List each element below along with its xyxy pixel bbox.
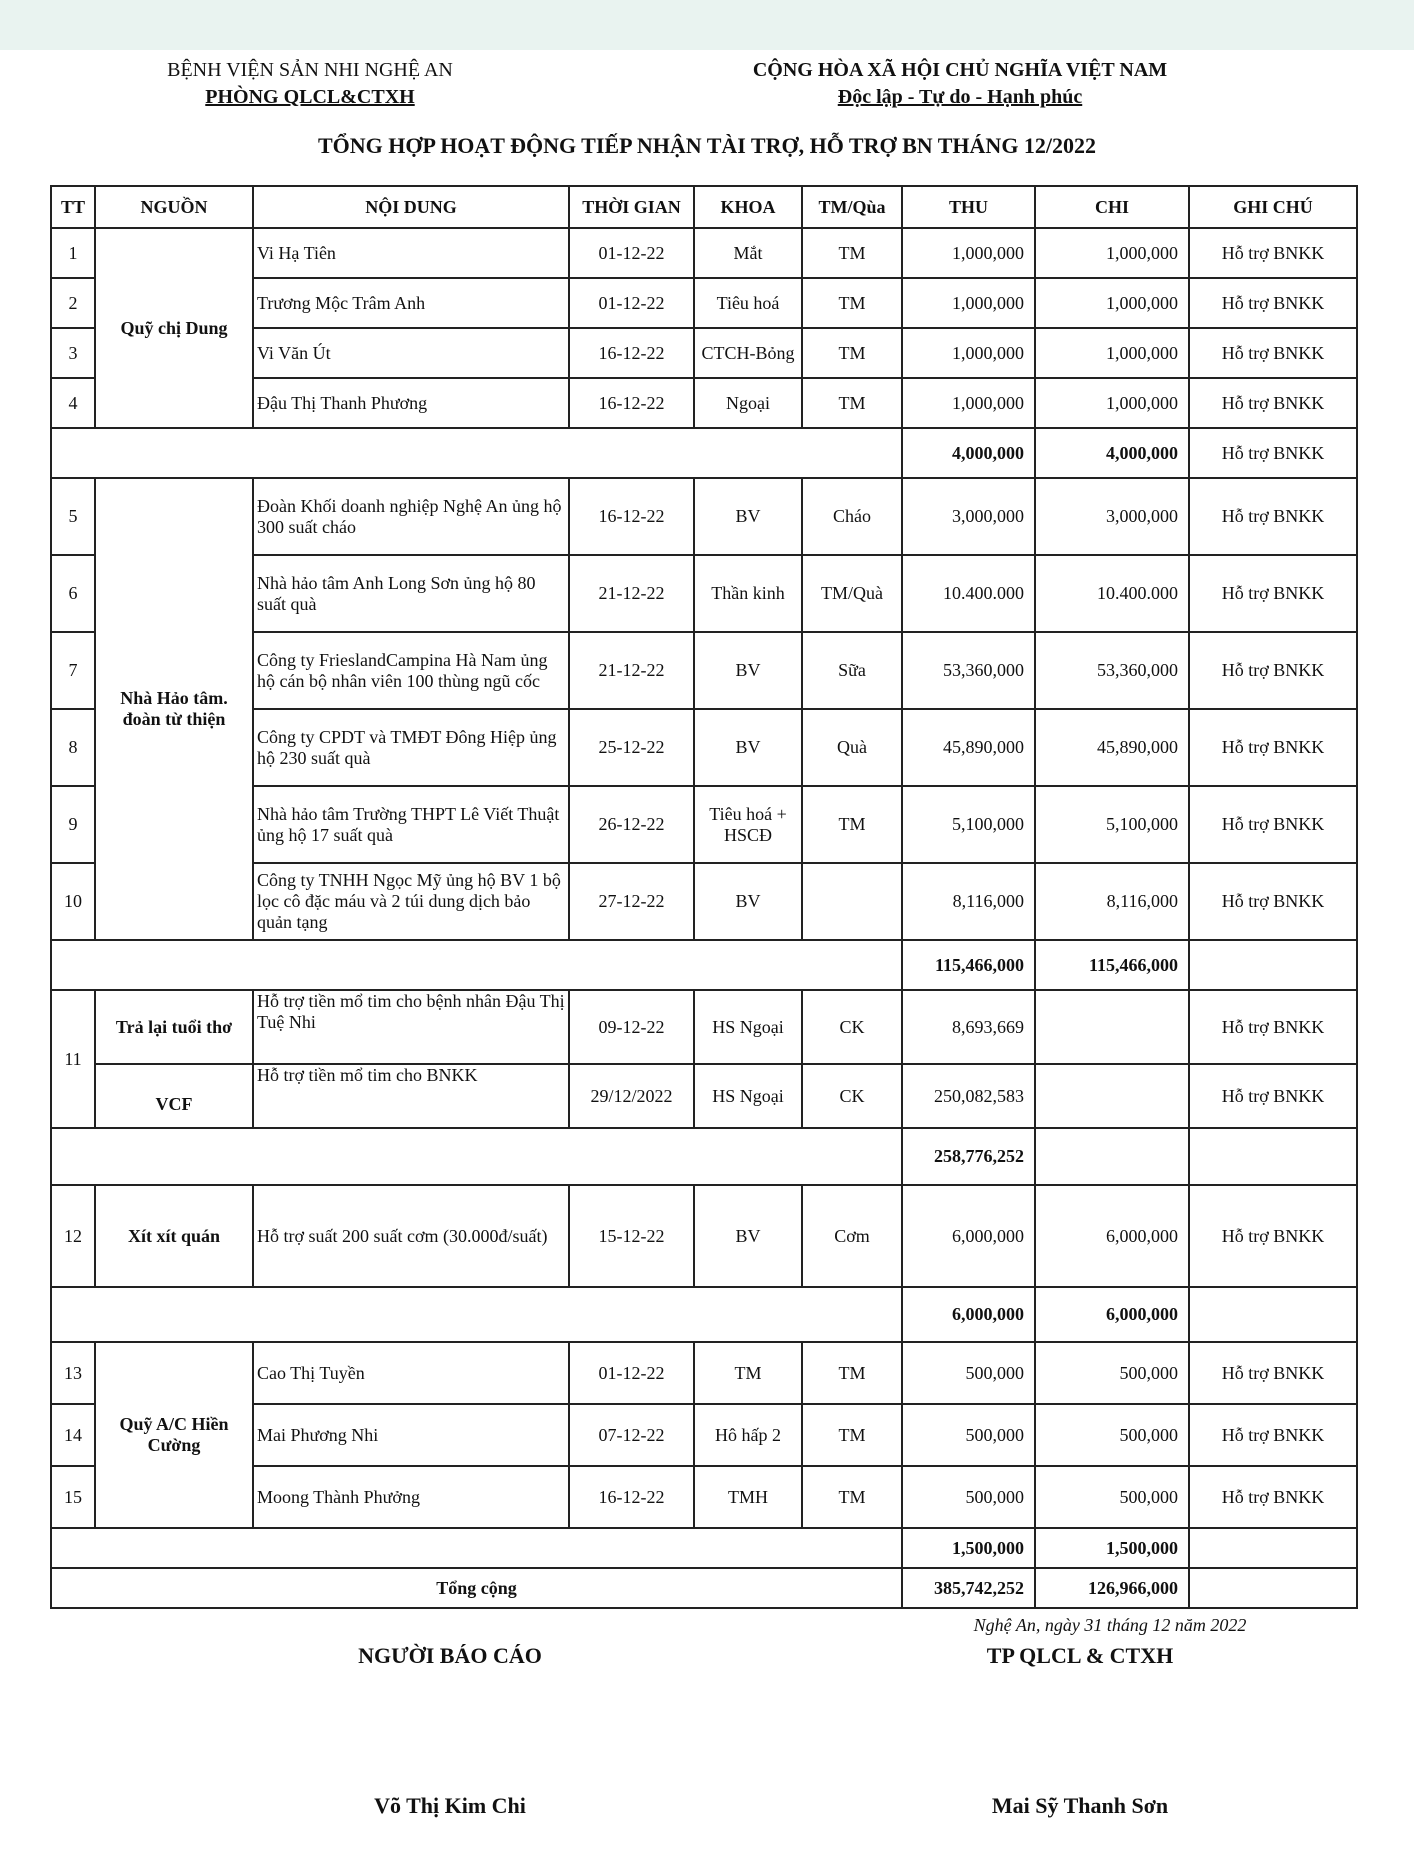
subtotal-thu: 6,000,000 (902, 1287, 1035, 1342)
cell-source: Xít xít quán (95, 1185, 253, 1287)
cell-tt: 7 (51, 632, 95, 709)
nation-name: CỘNG HÒA XÃ HỘI CHỦ NGHĨA VIỆT NAM (752, 59, 1168, 81)
cell-thu: 500,000 (902, 1404, 1035, 1466)
total-thu: 385,742,252 (902, 1568, 1035, 1608)
cell-time: 16-12-22 (569, 328, 694, 378)
cell-type: TM (802, 228, 902, 278)
cell-dept: BV (694, 1185, 802, 1287)
cell-tt: 15 (51, 1466, 95, 1528)
cell-dept: Hô hấp 2 (694, 1404, 802, 1466)
col-header-thu: THU (902, 186, 1035, 228)
subtotal-chi (1035, 1128, 1189, 1185)
cell-note: Hỗ trợ BNKK (1189, 632, 1357, 709)
cell-thu: 45,890,000 (902, 709, 1035, 786)
cell-type: Cháo (802, 478, 902, 555)
subtotal-chi: 6,000,000 (1035, 1287, 1189, 1342)
table-row (51, 1185, 1357, 1287)
cell-type: Cơm (802, 1185, 902, 1287)
col-header-tt: TT (51, 186, 95, 228)
cell-thu: 6,000,000 (902, 1185, 1035, 1287)
national-header (730, 57, 1190, 111)
cell-dept: Thần kinh (694, 555, 802, 632)
cell-tt: 11 (51, 990, 95, 1128)
cell-dept: TM (694, 1342, 802, 1404)
cell-dept: Ngoại (694, 378, 802, 428)
cell-dept: Mắt (694, 228, 802, 278)
cell-time: 21-12-22 (569, 632, 694, 709)
reporter-title: NGƯỜI BÁO CÁO (358, 1643, 542, 1668)
total-chi: 126,966,000 (1035, 1568, 1189, 1608)
cell-note: Hỗ trợ BNKK (1189, 1466, 1357, 1528)
cell-tt: 8 (51, 709, 95, 786)
cell-time: 01-12-22 (569, 1342, 694, 1404)
cell-content: Nhà hảo tâm Anh Long Sơn ủng hộ 80 suất quà (253, 555, 569, 632)
col-header-chi: CHI (1035, 186, 1189, 228)
cell-type: Quà (802, 709, 902, 786)
cell-thu: 10.400.000 (902, 555, 1035, 632)
subtotal-row (51, 1287, 1357, 1342)
cell-dept: TMH (694, 1466, 802, 1528)
cell-tt: 6 (51, 555, 95, 632)
cell-dept: BV (694, 709, 802, 786)
head-title: TP QLCL & CTXH (986, 1643, 1174, 1668)
cell-time: 25-12-22 (569, 709, 694, 786)
cell-type: CK (802, 990, 902, 1064)
cell-content: Vi Văn Út (253, 328, 569, 378)
col-header-note: GHI CHÚ (1189, 186, 1357, 228)
cell-content: Công ty FrieslandCampina Hà Nam ủng hộ cán bộ nhân viên 100 thùng ngũ cốc (253, 632, 569, 709)
department-name: PHÒNG QLCL&CTXH (205, 86, 415, 108)
cell-source: Quỹ A/C Hiền Cường (95, 1342, 253, 1528)
donation-table (50, 185, 1358, 1609)
cell-tt: 14 (51, 1404, 95, 1466)
cell-time: 15-12-22 (569, 1185, 694, 1287)
cell-note: Hỗ trợ BNKK (1189, 1404, 1357, 1466)
cell-content: Đậu Thị Thanh Phương (253, 378, 569, 428)
cell-content: Hỗ trợ tiền mổ tim cho bệnh nhân Đậu Thị Tuệ Nhi (253, 990, 569, 1064)
cell-thu: 500,000 (902, 1342, 1035, 1404)
cell-time: 16-12-22 (569, 1466, 694, 1528)
subtotal-spacer (51, 1287, 902, 1342)
cell-note: Hỗ trợ BNKK (1189, 863, 1357, 940)
cell-chi: 45,890,000 (1035, 709, 1189, 786)
cell-tt: 10 (51, 863, 95, 940)
cell-content: Mai Phương Nhi (253, 1404, 569, 1466)
cell-content: Nhà hảo tâm Trường THPT Lê Viết Thuật ủng hộ 17 suất quà (253, 786, 569, 863)
table-row (51, 228, 1357, 278)
head-name: Mai Sỹ Thanh Sơn (991, 1793, 1169, 1818)
cell-type: TM (802, 1342, 902, 1404)
cell-chi (1035, 990, 1189, 1064)
subtotal-chi: 4,000,000 (1035, 428, 1189, 478)
cell-type: TM (802, 378, 902, 428)
cell-thu: 5,100,000 (902, 786, 1035, 863)
cell-content: Đoàn Khối doanh nghiệp Nghệ An ủng hộ 300 suất cháo (253, 478, 569, 555)
cell-note: Hỗ trợ BNKK (1189, 709, 1357, 786)
cell-source: Trả lại tuổi thơ (95, 990, 253, 1064)
cell-source: VCF (95, 1064, 253, 1128)
cell-content: Vi Hạ Tiên (253, 228, 569, 278)
cell-note: Hỗ trợ BNKK (1189, 786, 1357, 863)
cell-tt: 4 (51, 378, 95, 428)
report-title: TỔNG HỢP HOẠT ĐỘNG TIẾP NHẬN TÀI TRỢ, HỖ TRỢ BN THÁNG 12/2022 (317, 133, 1097, 158)
col-header-dept: KHOA (694, 186, 802, 228)
cell-thu: 53,360,000 (902, 632, 1035, 709)
cell-time: 26-12-22 (569, 786, 694, 863)
cell-source: Quỹ chị Dung (95, 228, 253, 428)
cell-note: Hỗ trợ BNKK (1189, 278, 1357, 328)
col-header-time: THỜI GIAN (569, 186, 694, 228)
cell-chi: 53,360,000 (1035, 632, 1189, 709)
cell-tt: 2 (51, 278, 95, 328)
table-row (51, 990, 1357, 1064)
cell-chi: 8,116,000 (1035, 863, 1189, 940)
reporter-name: Võ Thị Kim Chi (374, 1793, 526, 1818)
subtotal-spacer (51, 428, 902, 478)
subtotal-note (1189, 1528, 1357, 1568)
cell-thu: 1,000,000 (902, 278, 1035, 328)
cell-type: CK (802, 1064, 902, 1128)
place-date: Nghệ An, ngày 31 tháng 12 năm 2022 (973, 1615, 1247, 1635)
cell-chi: 6,000,000 (1035, 1185, 1189, 1287)
cell-note: Hỗ trợ BNKK (1189, 1185, 1357, 1287)
cell-note: Hỗ trợ BNKK (1189, 990, 1357, 1064)
cell-type (802, 863, 902, 940)
subtotal-spacer (51, 1528, 902, 1568)
cell-content: Trương Mộc Trâm Anh (253, 278, 569, 328)
cell-type: TM/Quà (802, 555, 902, 632)
cell-chi: 500,000 (1035, 1342, 1189, 1404)
cell-chi: 1,000,000 (1035, 278, 1189, 328)
organization-header (130, 57, 490, 111)
cell-note: Hỗ trợ BNKK (1189, 555, 1357, 632)
cell-chi: 1,000,000 (1035, 378, 1189, 428)
cell-note: Hỗ trợ BNKK (1189, 1342, 1357, 1404)
subtotal-thu: 1,500,000 (902, 1528, 1035, 1568)
cell-type: TM (802, 328, 902, 378)
cell-dept: Tiêu hoá + HSCĐ (694, 786, 802, 863)
cell-dept: BV (694, 632, 802, 709)
cell-time: 21-12-22 (569, 555, 694, 632)
table-row (51, 1342, 1357, 1404)
cell-type: TM (802, 278, 902, 328)
cell-time: 16-12-22 (569, 378, 694, 428)
cell-thu: 1,000,000 (902, 228, 1035, 278)
table-row (51, 1064, 1357, 1128)
cell-type: TM (802, 1404, 902, 1466)
motto: Độc lập - Tự do - Hạnh phúc (837, 86, 1083, 108)
cell-dept: HS Ngoại (694, 990, 802, 1064)
cell-tt: 5 (51, 478, 95, 555)
cell-chi: 3,000,000 (1035, 478, 1189, 555)
subtotal-thu: 115,466,000 (902, 940, 1035, 990)
cell-note: Hỗ trợ BNKK (1189, 378, 1357, 428)
cell-content: Công ty TNHH Ngọc Mỹ ủng hộ BV 1 bộ lọc cô đặc máu và 2 túi dung dịch bảo quản tạng (253, 863, 569, 940)
col-header-content: NỘI DUNG (253, 186, 569, 228)
cell-note: Hỗ trợ BNKK (1189, 328, 1357, 378)
cell-thu: 1,000,000 (902, 378, 1035, 428)
cell-chi: 10.400.000 (1035, 555, 1189, 632)
cell-source: Nhà Hảo tâm. đoàn từ thiện (95, 478, 253, 940)
subtotal-chi: 1,500,000 (1035, 1528, 1189, 1568)
subtotal-row (51, 1528, 1357, 1568)
cell-type: Sữa (802, 632, 902, 709)
cell-note: Hỗ trợ BNKK (1189, 478, 1357, 555)
total-row (51, 1568, 1357, 1608)
cell-chi: 500,000 (1035, 1466, 1189, 1528)
cell-tt: 12 (51, 1185, 95, 1287)
cell-time: 01-12-22 (569, 228, 694, 278)
cell-dept: CTCH-Bỏng (694, 328, 802, 378)
cell-tt: 1 (51, 228, 95, 278)
cell-thu: 8,116,000 (902, 863, 1035, 940)
cell-content: Công ty CPDT và TMĐT Đông Hiệp ủng hộ 230 suất quà (253, 709, 569, 786)
subtotal-note (1189, 1128, 1357, 1185)
subtotal-note: Hỗ trợ BNKK (1189, 428, 1357, 478)
cell-content: Moong Thành Phưởng (253, 1466, 569, 1528)
cell-thu: 8,693,669 (902, 990, 1035, 1064)
cell-tt: 3 (51, 328, 95, 378)
cell-content: Hỗ trợ suất 200 suất cơm (30.000đ/suất) (253, 1185, 569, 1287)
subtotal-spacer (51, 1128, 902, 1185)
subtotal-row (51, 1128, 1357, 1185)
cell-tt: 13 (51, 1342, 95, 1404)
cell-thu: 3,000,000 (902, 478, 1035, 555)
subtotal-thu: 258,776,252 (902, 1128, 1035, 1185)
cell-time: 16-12-22 (569, 478, 694, 555)
col-header-source: NGUỒN (95, 186, 253, 228)
cell-content: Cao Thị Tuyền (253, 1342, 569, 1404)
cell-thu: 250,082,583 (902, 1064, 1035, 1128)
subtotal-note (1189, 940, 1357, 990)
subtotal-row (51, 940, 1357, 990)
subtotal-spacer (51, 940, 902, 990)
cell-time: 29/12/2022 (569, 1064, 694, 1128)
cell-chi: 5,100,000 (1035, 786, 1189, 863)
subtotal-row (51, 428, 1357, 478)
cell-tt: 9 (51, 786, 95, 863)
cell-content: Hỗ trợ tiền mổ tim cho BNKK (253, 1064, 569, 1128)
cell-dept: HS Ngoại (694, 1064, 802, 1128)
cell-time: 09-12-22 (569, 990, 694, 1064)
cell-note: Hỗ trợ BNKK (1189, 228, 1357, 278)
table-row (51, 478, 1357, 555)
subtotal-chi: 115,466,000 (1035, 940, 1189, 990)
cell-time: 07-12-22 (569, 1404, 694, 1466)
cell-chi: 1,000,000 (1035, 228, 1189, 278)
cell-time: 27-12-22 (569, 863, 694, 940)
viewer-top-bar (0, 0, 1414, 50)
total-label: Tổng cộng (51, 1568, 902, 1608)
cell-chi: 1,000,000 (1035, 328, 1189, 378)
cell-type: TM (802, 786, 902, 863)
table-header-row (51, 186, 1357, 228)
cell-note: Hỗ trợ BNKK (1189, 1064, 1357, 1128)
cell-type: TM (802, 1466, 902, 1528)
cell-dept: BV (694, 478, 802, 555)
cell-dept: BV (694, 863, 802, 940)
cell-chi: 500,000 (1035, 1404, 1189, 1466)
total-note (1189, 1568, 1357, 1608)
cell-time: 01-12-22 (569, 278, 694, 328)
col-header-type: TM/Qùa (802, 186, 902, 228)
subtotal-thu: 4,000,000 (902, 428, 1035, 478)
cell-thu: 1,000,000 (902, 328, 1035, 378)
cell-dept: Tiêu hoá (694, 278, 802, 328)
cell-chi (1035, 1064, 1189, 1128)
subtotal-note (1189, 1287, 1357, 1342)
org-name: BỆNH VIỆN SẢN NHI NGHỆ AN (167, 59, 453, 81)
cell-thu: 500,000 (902, 1466, 1035, 1528)
